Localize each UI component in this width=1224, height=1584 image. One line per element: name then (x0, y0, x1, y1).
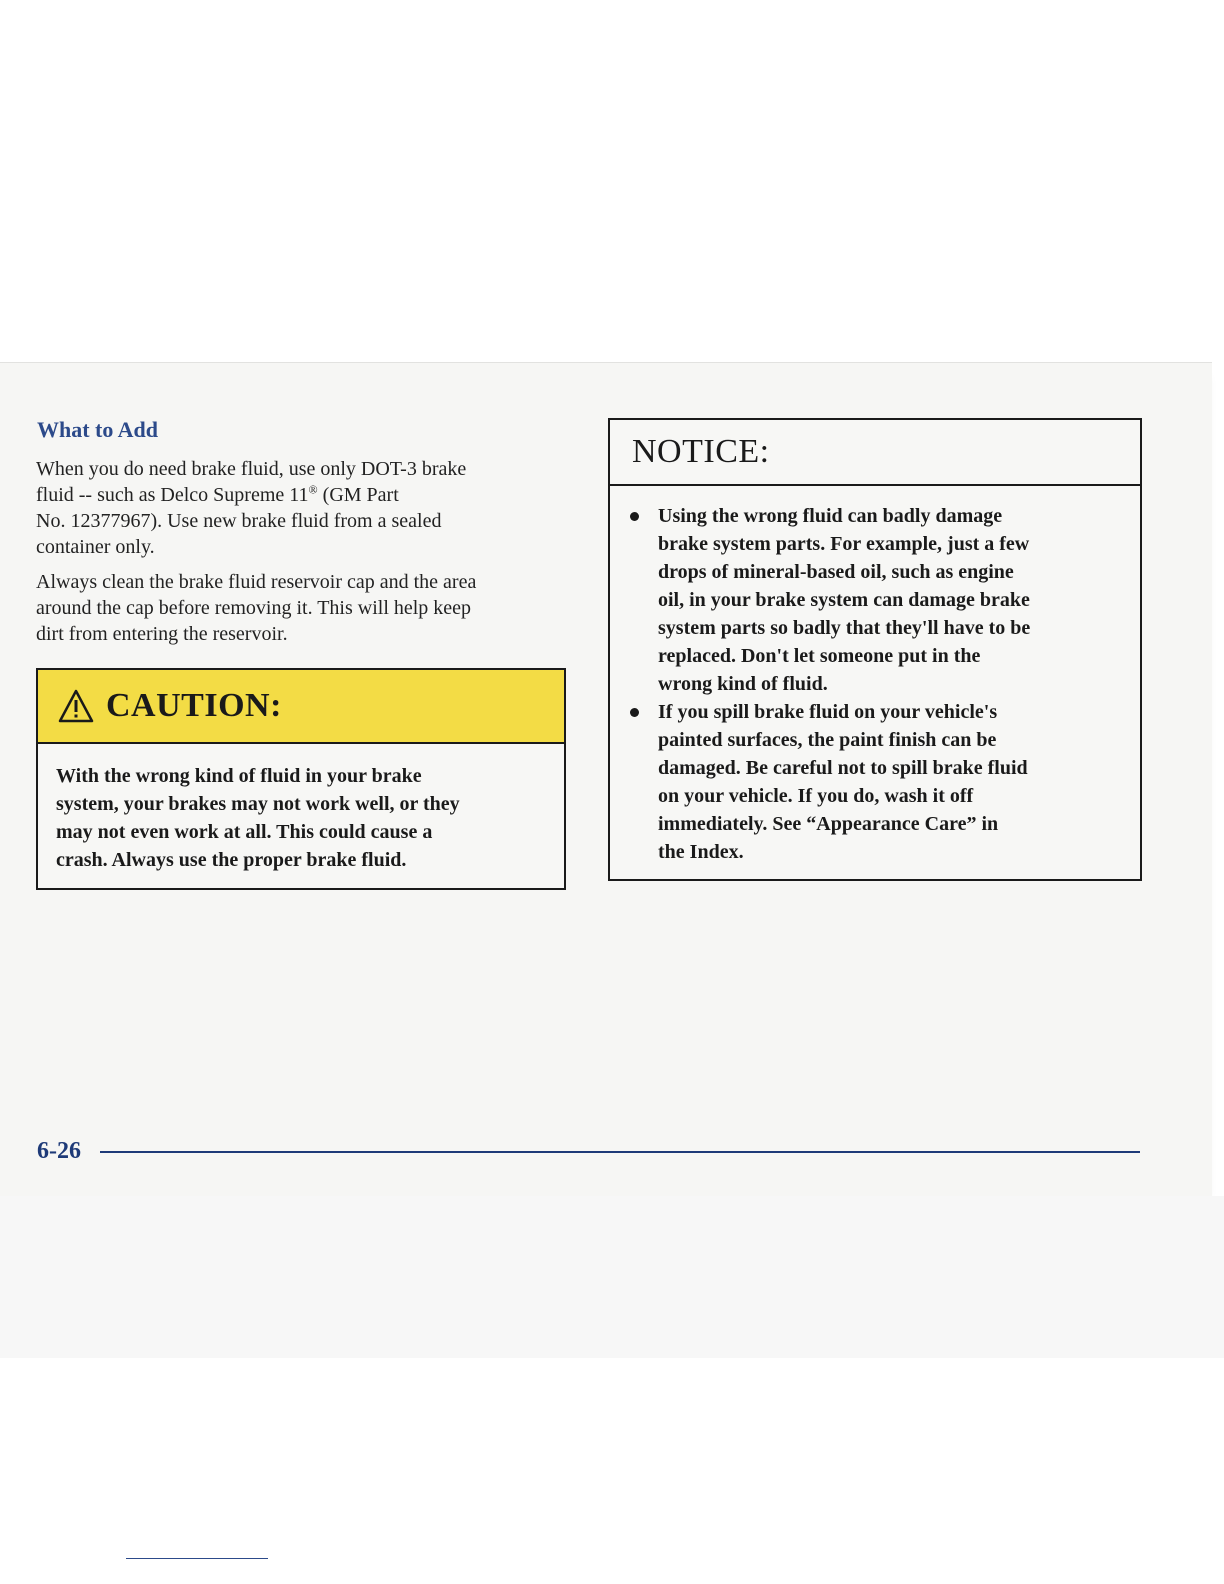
caution-line: system, your brakes may not work well, or they (56, 793, 460, 815)
paragraph-line: Always clean the brake fluid reservoir cap and the area (36, 571, 477, 593)
notice-line: If you spill brake fluid on your vehicle's (658, 701, 998, 723)
notice-line: wrong kind of fluid. (658, 673, 828, 695)
caution-line: may not even work at all. This could cause a (56, 821, 433, 843)
caution-title: CAUTION: (106, 687, 282, 724)
notice-item (610, 502, 1030, 698)
paragraph-line: When you do need brake fluid, use only DOT-3 brake (36, 458, 467, 480)
warning-triangle-icon (58, 689, 94, 723)
section-heading-what-to-add: What to Add (37, 417, 159, 442)
caution-box (36, 668, 566, 890)
caution-header (38, 670, 564, 744)
notice-line: immediately. See “Appearance Care” in (658, 813, 999, 835)
notice-line: Using the wrong fluid can badly damage (658, 505, 1003, 527)
notice-item (610, 698, 1030, 866)
registered-mark: ® (308, 482, 318, 497)
notice-line: damaged. Be careful not to spill brake fluid (658, 757, 1028, 779)
notice-line: brake system parts. For example, just a few (658, 533, 1030, 555)
paragraph-line: dirt from entering the reservoir. (36, 623, 288, 645)
paragraph-line: No. 12377967). Use new brake fluid from a sealed (36, 510, 442, 532)
bottom-underline (126, 1558, 268, 1559)
caution-body (56, 762, 460, 874)
notice-line: the Index. (658, 841, 744, 863)
caution-line: crash. Always use the proper brake fluid. (56, 849, 407, 871)
paragraph-line: around the cap before removing it. This will help keep (36, 597, 472, 619)
notice-header (610, 420, 1140, 486)
caution-line: With the wrong kind of fluid in your brake (56, 765, 422, 787)
paragraph-line: container only. (36, 536, 155, 558)
notice-line: painted surfaces, the paint finish can be (658, 729, 997, 751)
paragraph-line (36, 482, 556, 508)
what-to-add-paragraph-2 (36, 569, 556, 647)
paragraph-line-text: fluid -- such as Delco Supreme 11 (36, 484, 309, 506)
notice-line: oil, in your brake system can damage brake (658, 589, 1030, 611)
notice-line: system parts so badly that they'll have to be (658, 617, 1031, 639)
notice-line: on your vehicle. If you do, wash it off (658, 785, 974, 807)
bullet-icon (630, 512, 639, 521)
page-number: 6-26 (37, 1138, 81, 1164)
bullet-icon (630, 708, 639, 717)
scan-lower-margin (0, 1196, 1224, 1358)
what-to-add-paragraph-1 (36, 456, 556, 560)
notice-title: NOTICE: (632, 433, 770, 470)
notice-list (610, 502, 1030, 866)
notice-line: drops of mineral-based oil, such as engine (658, 561, 1014, 583)
paragraph-line-tail: (GM Part (317, 484, 399, 506)
footer-rule (100, 1151, 1140, 1153)
notice-line: replaced. Don't let someone put in the (658, 645, 981, 667)
notice-box (608, 418, 1142, 881)
